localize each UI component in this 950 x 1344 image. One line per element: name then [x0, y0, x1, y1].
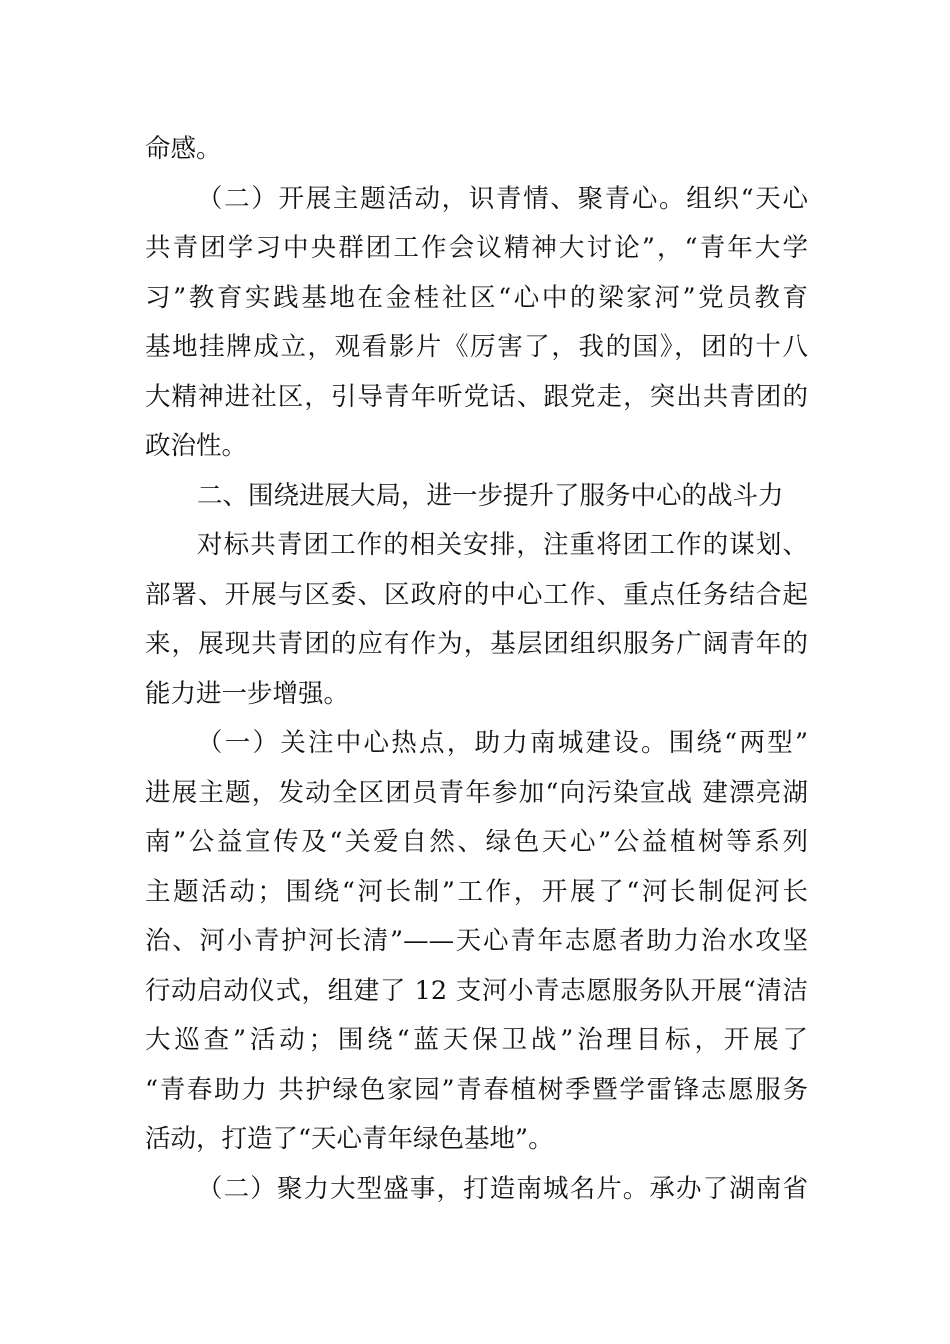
text-line: （二）聚力大型盛事，打造南城名片。承办了湖南省 — [197, 1173, 808, 1204]
text-line: 进展主题，发动全区团员青年参加“向污染宣战 建漂亮湖 — [145, 777, 808, 808]
text-line: 政治性。 — [145, 431, 248, 461]
text-line: 活动，打造了“天心青年绿色基地”。 — [145, 1124, 554, 1154]
text-line: （二）开展主题活动，识青情、聚青心。组织“天心 — [197, 183, 808, 214]
body-text — [145, 125, 808, 1214]
text-line: 来，展现共青团的应有作为，基层团组织服务广阔青年的 — [145, 629, 808, 659]
text-line: 主题活动；围绕“河长制”工作，开展了“河长制促河长 — [145, 876, 808, 907]
text-line: 能力进一步增强。 — [145, 678, 350, 709]
text-line: （一）关注中心热点，助力南城建设。围绕“两型” — [197, 728, 808, 758]
text-line: 基地挂牌成立，观看影片《厉害了，我的国》，团的十八 — [145, 332, 808, 362]
text-line: “青春助力 共护绿色家园”青春植树季暨学雷锋志愿服务 — [145, 1074, 808, 1105]
text-line: 治、河小青护河长清”——天心青年志愿者助力治水攻坚 — [145, 926, 808, 956]
text-line: 大巡查”活动；围绕“蓝天保卫战”治理目标，开展了 — [145, 1025, 808, 1055]
text-line: 对标共青团工作的相关安排，注重将团工作的谋划、 — [197, 530, 808, 560]
text-line: 大精神进社区，引导青年听党话、跟党走，突出共青团的 — [145, 381, 808, 412]
text-line: 行动启动仪式，组建了 12 支河小青志愿服务队开展“清洁 — [145, 975, 808, 1006]
text-line: 部署、开展与区委、区政府的中心工作、重点任务结合起 — [145, 579, 808, 610]
text-line: 命感。 — [145, 134, 222, 164]
text-line: 习”教育实践基地在金桂社区“心中的梁家河”党员教育 — [145, 282, 808, 313]
text-line: 南”公益宣传及“关爱自然、绿色天心”公益植树等系列 — [145, 827, 808, 857]
text-line: 共青团学习中央群团工作会议精神大讨论”，“青年大学 — [145, 233, 808, 263]
text-line: 二、围绕进展大局，进一步提升了服务中心的战斗力 — [197, 480, 784, 511]
